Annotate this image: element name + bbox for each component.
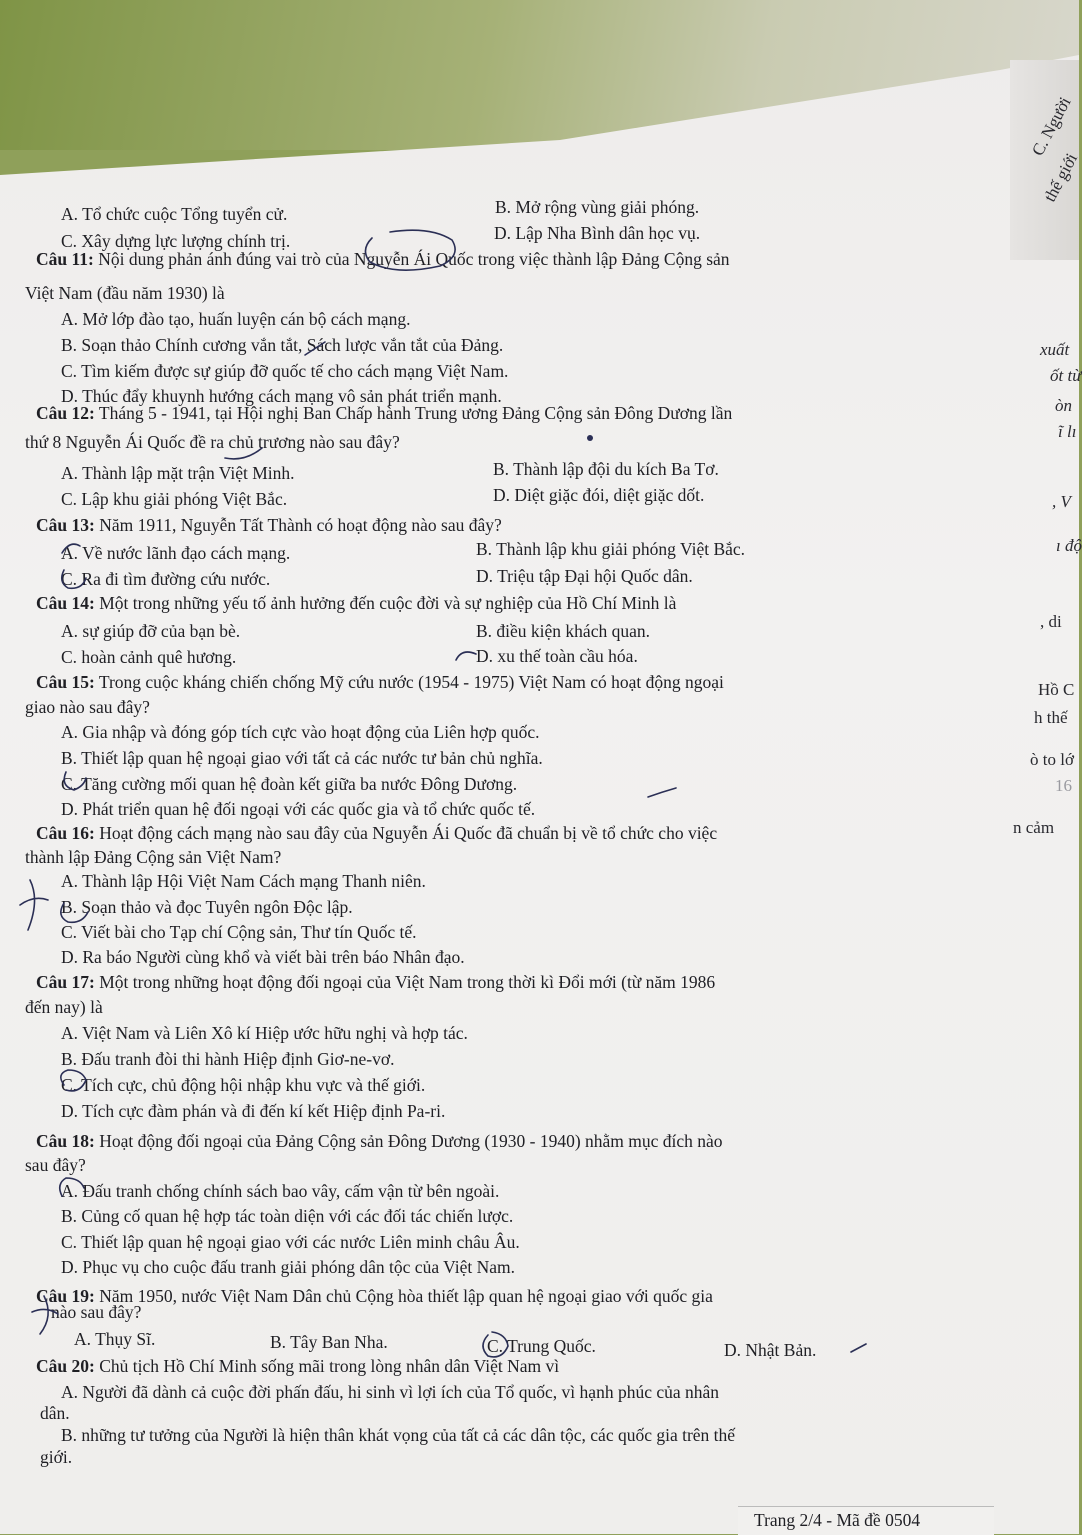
- question-15-stem-cont: giao nào sau đây?: [25, 697, 150, 717]
- q11-option-d: D. Thúc đẩy khuynh hướng cách mạng vô sản phát triển mạnh.: [61, 386, 502, 406]
- q12-option-c: C. Lập khu giải phóng Việt Bắc.: [61, 489, 288, 509]
- edge-text: thế giới: [1040, 150, 1082, 205]
- question-11-stem-cont: Việt Nam (đầu năm 1930) là: [25, 283, 225, 303]
- option-d: D. Lập Nha Bình dân học vụ.: [494, 223, 701, 243]
- q17-option-d: D. Tích cực đàm phán và đi đến kí kết Hiệp định Pa-ri.: [61, 1101, 446, 1121]
- q17-option-b: B. Đấu tranh đòi thi hành Hiệp định Giơ-ne-vơ.: [61, 1049, 395, 1069]
- q12-option-a: A. Thành lập mặt trận Việt Minh.: [61, 463, 295, 483]
- q16-option-b: B. Soạn thảo và đọc Tuyên ngôn Độc lập.: [61, 897, 353, 917]
- question-19-stem: Câu 19: Năm 1950, nước Việt Nam Dân chủ Cộng hòa thiết lập quan hệ ngoại giao với quốc gia: [36, 1286, 713, 1306]
- edge-text: 16: [1055, 776, 1072, 795]
- q11-option-b: B. Soạn thảo Chính cương vắn tắt, Sách lược vắn tắt của Đảng.: [61, 335, 504, 355]
- question-19-stem-cont: nào sau đây?: [51, 1302, 142, 1322]
- edge-text: , di: [1040, 612, 1062, 631]
- q14-option-a: A. sự giúp đỡ của bạn bè.: [61, 621, 241, 641]
- q14-option-d: D. xu thế toàn cầu hóa.: [476, 646, 638, 666]
- edge-text: ĩ lı: [1058, 422, 1077, 441]
- edge-text: h thế: [1034, 708, 1068, 727]
- circle-mark: [60, 1178, 84, 1196]
- q20-option-b: B. những tư tưởng của Người là hiện thân khát vọng của tất cả các dân tộc, các quốc gia trên thế: [61, 1425, 736, 1445]
- edge-text: xuất: [1040, 340, 1070, 359]
- circle-mark: [483, 1332, 508, 1357]
- circle-mark: [62, 570, 86, 588]
- q15-option-c: C. Tăng cường mối quan hệ đoàn kết giữa ba nước Đông Dương.: [61, 774, 518, 794]
- question-18-stem-cont: sau đây?: [25, 1155, 86, 1175]
- circle-mark: [61, 1070, 86, 1091]
- question-15-stem: Câu 15: Trong cuộc kháng chiến chống Mỹ cứu nước (1954 - 1975) Việt Nam có hoạt động ngoại: [36, 672, 724, 692]
- cross-mark: [20, 880, 48, 930]
- question-20-stem: Câu 20: Chủ tịch Hồ Chí Minh sống mãi trong lòng nhân dân Việt Nam vì: [36, 1356, 560, 1376]
- q19-option-d: D. Nhật Bản.: [724, 1340, 817, 1360]
- q13-option-a: A. Về nước lãnh đạo cách mạng.: [61, 543, 291, 563]
- question-12-stem-cont: thứ 8 Nguyễn Ái Quốc đề ra chủ trương nào sau đây?: [25, 432, 400, 452]
- q13-option-b: B. Thành lập khu giải phóng Việt Bắc.: [476, 539, 746, 559]
- option-c: C. Xây dựng lực lượng chính trị.: [61, 231, 291, 251]
- q15-option-b: B. Thiết lập quan hệ ngoại giao với tất cả các nước tư bản chủ nghĩa.: [61, 748, 543, 768]
- q19-option-a: A. Thụy Sĩ.: [74, 1329, 156, 1349]
- page-footer: Trang 2/4 - Mã đề 0504: [738, 1506, 994, 1535]
- option-a: A. Tổ chức cuộc Tổng tuyển cử.: [61, 204, 288, 224]
- question-12-stem: Câu 12: Tháng 5 - 1941, tại Hội nghị Ban Chấp hành Trung ương Đảng Cộng sản Đông Dương lần: [36, 403, 733, 423]
- q16-option-a: A. Thành lập Hội Việt Nam Cách mạng Thanh niên.: [61, 871, 426, 891]
- q18-option-c: C. Thiết lập quan hệ ngoại giao với các nước Liên minh châu Âu.: [61, 1232, 520, 1252]
- edge-text: ò to lớ: [1030, 750, 1074, 769]
- q16-option-c: C. Viết bài cho Tạp chí Cộng sản, Thư tín Quốc tế.: [61, 922, 417, 942]
- question-18-stem: Câu 18: Hoạt động đối ngoại của Đảng Cộng sản Đông Dương (1930 - 1940) nhằm mục đích nào: [36, 1131, 723, 1151]
- ink-dot: [587, 435, 593, 441]
- q13-option-c: C. Ra đi tìm đường cứu nước.: [61, 569, 271, 589]
- circle-mark: [456, 652, 476, 660]
- q12-option-b: B. Thành lập đội du kích Ba Tơ.: [493, 459, 719, 479]
- q12-option-d: D. Diệt giặc đói, diệt giặc dốt.: [493, 485, 705, 505]
- edge-text: , V: [1052, 492, 1071, 511]
- q20-option-a: A. Người đã dành cả cuộc đời phấn đấu, hi sinh vì lợi ích của Tổ quốc, vì hạnh phúc của nhân: [61, 1382, 720, 1402]
- q15-option-d: D. Phát triển quan hệ đối ngoại với các quốc gia và tổ chức quốc tế.: [61, 799, 536, 819]
- q17-option-c: C. Tích cực, chủ động hội nhập khu vực và thế giới.: [61, 1075, 426, 1095]
- circle-mark: [62, 544, 80, 553]
- q16-option-d: D. Ra báo Người cùng khổ và viết bài trên báo Nhân đạo.: [61, 947, 465, 967]
- q18-option-b: B. Củng cố quan hệ hợp tác toàn diện với các đối tác chiến lược.: [61, 1206, 514, 1226]
- question-16-stem-cont: thành lập Đảng Cộng sản Việt Nam?: [25, 847, 282, 867]
- tick-mark: [648, 788, 676, 797]
- q18-option-d: D. Phục vụ cho cuộc đấu tranh giải phóng dân tộc của Việt Nam.: [61, 1257, 515, 1277]
- edge-text: Hồ C: [1038, 680, 1075, 699]
- q19-option-b: B. Tây Ban Nha.: [270, 1332, 388, 1352]
- question-13-stem: Câu 13: Năm 1911, Nguyễn Tất Thành có hoạt động nào sau đây?: [36, 515, 502, 535]
- circle-mark: [61, 903, 88, 922]
- q17-option-a: A. Việt Nam và Liên Xô kí Hiệp ước hữu nghị và hợp tác.: [61, 1023, 468, 1043]
- cross-mark: [32, 1296, 58, 1334]
- q19-option-c: C. Trung Quốc.: [487, 1336, 596, 1356]
- edge-text: ı độ: [1056, 536, 1082, 555]
- question-17-stem-cont: đến nay) là: [25, 997, 103, 1017]
- q15-option-a: A. Gia nhập và đóng góp tích cực vào hoạt động của Liên hợp quốc.: [61, 722, 540, 742]
- edge-text: n cảm: [1013, 818, 1055, 837]
- circle-mark: [64, 772, 86, 790]
- q20-option-b-cont: giới.: [40, 1447, 73, 1467]
- edge-text: ốt từ: [1050, 366, 1082, 385]
- question-17-stem: Câu 17: Một trong những hoạt động đối ngoại của Việt Nam trong thời kì Đổi mới (từ năm 1986: [36, 972, 716, 992]
- question-11-stem: Câu 11: Nội dung phản ánh đúng vai trò của Nguyễn Ái Quốc trong việc thành lập Đảng Cộng sản: [36, 249, 730, 269]
- edge-text: C. Người: [1028, 93, 1075, 159]
- q14-option-c: C. hoàn cảnh quê hương.: [61, 647, 237, 667]
- question-16-stem: Câu 16: Hoạt động cách mạng nào sau đây của Nguyễn Ái Quốc đã chuẩn bị về tổ chức cho việc: [36, 823, 718, 843]
- tick-mark: [225, 448, 262, 459]
- tick-mark: [305, 342, 325, 355]
- circle-mark: [365, 230, 455, 270]
- q13-option-d: D. Triệu tập Đại hội Quốc dân.: [476, 566, 693, 586]
- q14-option-b: B. điều kiện khách quan.: [476, 621, 650, 641]
- edge-text: òn: [1055, 396, 1072, 415]
- q11-option-c: C. Tìm kiếm được sự giúp đỡ quốc tế cho cách mạng Việt Nam.: [61, 361, 509, 381]
- question-14-stem: Câu 14: Một trong những yếu tố ảnh hưởng đến cuộc đời và sự nghiệp của Hồ Chí Minh là: [36, 593, 677, 613]
- q18-option-a: A. Đấu tranh chống chính sách bao vây, cấm vận từ bên ngoài.: [61, 1181, 500, 1201]
- tick-mark: [851, 1344, 866, 1352]
- q20-option-a-cont: dân.: [40, 1403, 70, 1423]
- option-b: B. Mở rộng vùng giải phóng.: [495, 197, 700, 217]
- q11-option-a: A. Mở lớp đào tạo, huấn luyện cán bộ cách mạng.: [61, 309, 411, 329]
